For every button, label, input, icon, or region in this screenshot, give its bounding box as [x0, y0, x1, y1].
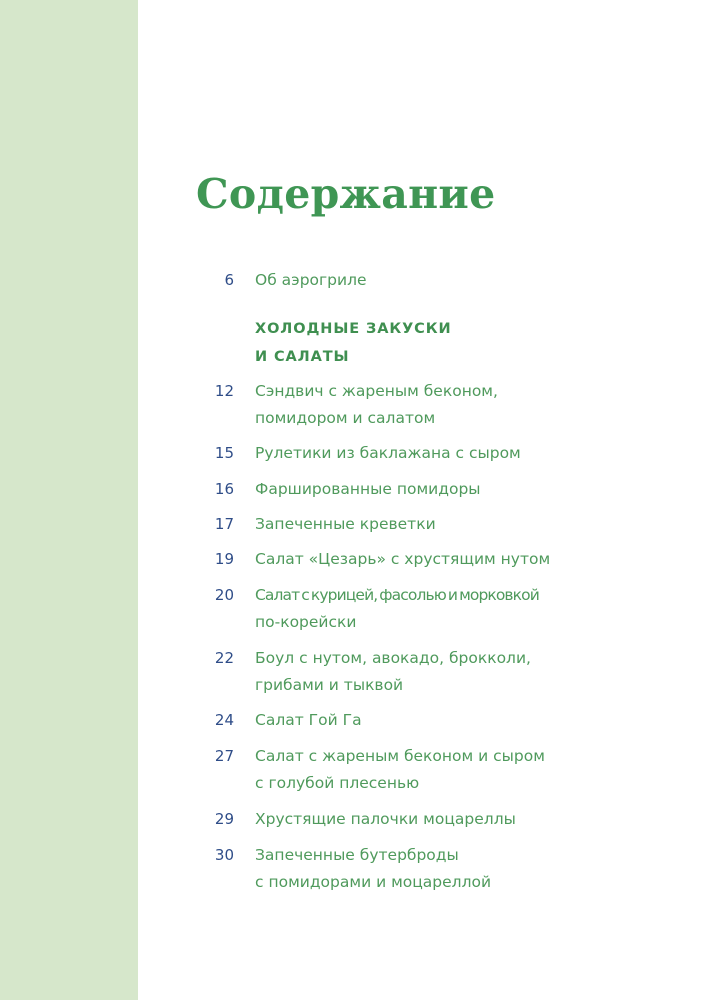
toc-page-number: 16 — [214, 480, 234, 498]
toc-entry-line: Салат «Цезарь» с хрустящим нутом — [255, 550, 551, 568]
toc-entry-line: по-корейски — [255, 613, 357, 631]
toc-entry-line: Хрустящие палочки моцареллы — [255, 810, 516, 828]
toc-page-number: 27 — [214, 747, 234, 765]
toc-entry-title — [255, 378, 655, 432]
toc-page-number: 6 — [224, 271, 234, 289]
toc-page-number: 30 — [214, 846, 234, 864]
section-heading-line: И САЛАТЫ — [255, 349, 350, 365]
toc-page-number: 17 — [214, 515, 234, 533]
toc-entry-title — [255, 645, 655, 699]
toc-entry-title — [255, 582, 655, 636]
toc-page-number: 19 — [214, 550, 234, 568]
toc-entry-line: Салат с жареным беконом и сыром — [255, 747, 545, 765]
toc-page-number: 20 — [214, 586, 234, 604]
toc-page-number: 24 — [214, 711, 234, 729]
toc-entry-title — [255, 476, 655, 503]
toc-entry-line: помидором и салатом — [255, 409, 436, 427]
toc-page-number: 29 — [214, 810, 234, 828]
toc-entry-title — [255, 267, 655, 294]
toc-entry-line: Салат Гой Га — [255, 711, 362, 729]
toc-entry-title — [255, 842, 655, 896]
toc-page-number: 22 — [214, 649, 234, 667]
toc-section-heading — [255, 315, 655, 371]
toc-entry-line: с голубой плесенью — [255, 774, 420, 792]
toc-page-number: 15 — [214, 444, 234, 462]
toc-entry-line: с помидорами и моцареллой — [255, 873, 492, 891]
toc-entry-line: Рулетики из баклажана с сыром — [255, 444, 521, 462]
toc-entry-title — [255, 707, 655, 734]
toc-entry-line: Фаршированные помидоры — [255, 480, 481, 498]
toc-entry-line: Запеченные бутерброды — [255, 846, 459, 864]
toc-entry-title — [255, 806, 655, 833]
section-heading-line: ХОЛОДНЫЕ ЗАКУСКИ — [255, 321, 452, 337]
toc-entry-title — [255, 440, 655, 467]
toc-entry-line: Боул с нутом, авокадо, брокколи, — [255, 649, 531, 667]
toc-entry-title — [255, 546, 655, 573]
toc-entry-line: Запеченные креветки — [255, 515, 436, 533]
toc-entry-line: Сэндвич с жареным беконом, — [255, 382, 498, 400]
toc-entry-line: Салат с курицей, фасолью и морковкой — [255, 586, 539, 604]
left-color-band — [0, 0, 138, 1000]
toc-entry-line: грибами и тыквой — [255, 676, 404, 694]
toc-entry-line: Об аэрогриле — [255, 271, 367, 289]
toc-entry-title — [255, 511, 655, 538]
toc-page-number: 12 — [214, 382, 234, 400]
page-title: Содержание — [196, 170, 496, 218]
toc-entry-title — [255, 743, 655, 797]
